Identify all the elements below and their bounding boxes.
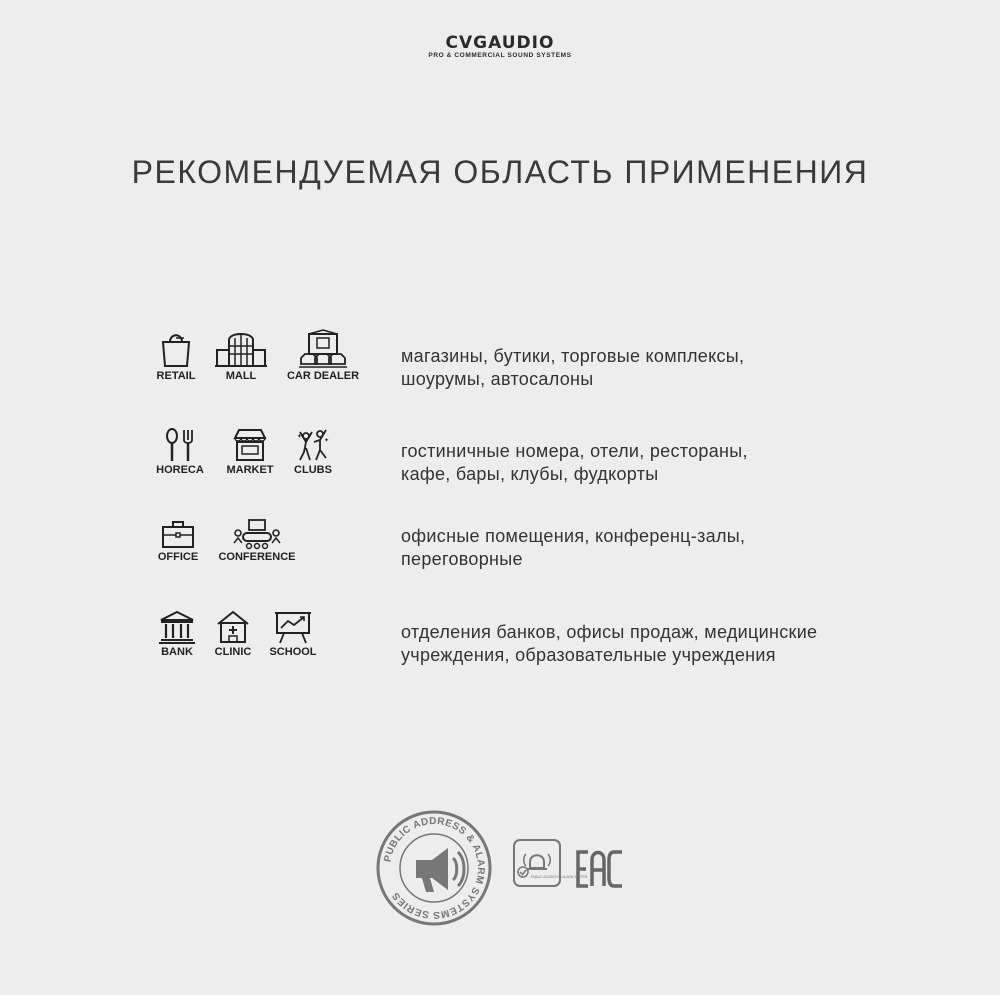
office-item	[154, 519, 202, 563]
conference-table-icon	[233, 519, 281, 549]
retail-item	[152, 330, 200, 382]
clinic-label: CLINIC	[214, 646, 252, 658]
logo-tagline: PRO & COMMERCIAL SOUND SYSTEMS	[428, 52, 572, 59]
conference-item	[214, 519, 300, 563]
description-line: магазины, бутики, торговые комплексы,	[401, 346, 745, 366]
market-label: MARKET	[226, 464, 274, 476]
bank-building-icon	[159, 610, 195, 644]
brand-logo	[415, 34, 585, 59]
mall-item	[214, 330, 268, 382]
mall-icon	[215, 330, 267, 368]
svg-text:✦: ✦	[297, 434, 303, 440]
page-title: РЕКОМЕНДУЕМАЯ ОБЛАСТЬ ПРИМЕНЕНИЯ	[131, 154, 869, 190]
car-dealer-item	[284, 330, 362, 382]
clinic-icon	[216, 610, 250, 644]
retail-label: RETAIL	[156, 370, 196, 382]
small-badge-text: PUBLIC ADDRESS & ALARM SYSTEM	[531, 875, 588, 879]
series-stamp	[376, 810, 492, 931]
description-line: офисные помещения, конференц-залы,	[401, 526, 746, 546]
bank-label: BANK	[161, 646, 193, 658]
alarm-system-badge	[512, 838, 588, 893]
description-bank	[401, 621, 817, 667]
description-line: шоурумы, автосалоны	[401, 369, 594, 389]
clinic-item	[212, 610, 254, 658]
svg-text:✦: ✦	[324, 438, 330, 444]
horeca-item	[152, 428, 208, 476]
conference-label: CONFERENCE	[218, 551, 296, 563]
car-dealer-label: CAR DEALER	[286, 370, 360, 382]
presentation-board-icon	[274, 610, 312, 644]
description-horeca	[401, 440, 748, 486]
eac-mark	[576, 850, 624, 893]
clubs-label: CLUBS	[294, 464, 332, 476]
mall-label: MALL	[225, 370, 257, 382]
cutlery-icon	[162, 428, 198, 462]
stamp-text: PUBLIC ADDRESS & ALARM SYSTEMS SERIES	[382, 815, 487, 921]
megaphone-stamp-icon	[376, 810, 492, 926]
alarm-bell-icon	[512, 838, 588, 888]
bank-item	[156, 610, 198, 658]
description-line: гостиничные номера, отели, рестораны,	[401, 441, 748, 461]
dancing-people-icon	[296, 428, 330, 462]
description-line: кафе, бары, клубы, фудкорты	[401, 464, 659, 484]
office-label: OFFICE	[157, 551, 199, 563]
briefcase-icon	[161, 519, 195, 549]
car-dealer-icon	[299, 330, 347, 368]
certification-badges	[0, 810, 1000, 930]
horeca-label: HORECA	[156, 464, 204, 476]
clubs-item	[290, 428, 336, 476]
description-line: отделения банков, офисы продаж, медицинские	[401, 622, 818, 642]
description-line: переговорные	[401, 549, 523, 569]
market-item	[222, 428, 278, 476]
school-item	[266, 610, 320, 658]
description-line: учреждения, образовательные учреждения	[401, 645, 776, 665]
market-stall-icon	[233, 428, 267, 462]
eac-logo-icon	[576, 850, 624, 888]
description-retail	[401, 345, 744, 391]
description-office	[401, 525, 745, 571]
shopping-bag-icon	[158, 330, 194, 368]
school-label: SCHOOL	[269, 646, 317, 658]
logo-name: CVGAUDIO	[445, 33, 555, 53]
